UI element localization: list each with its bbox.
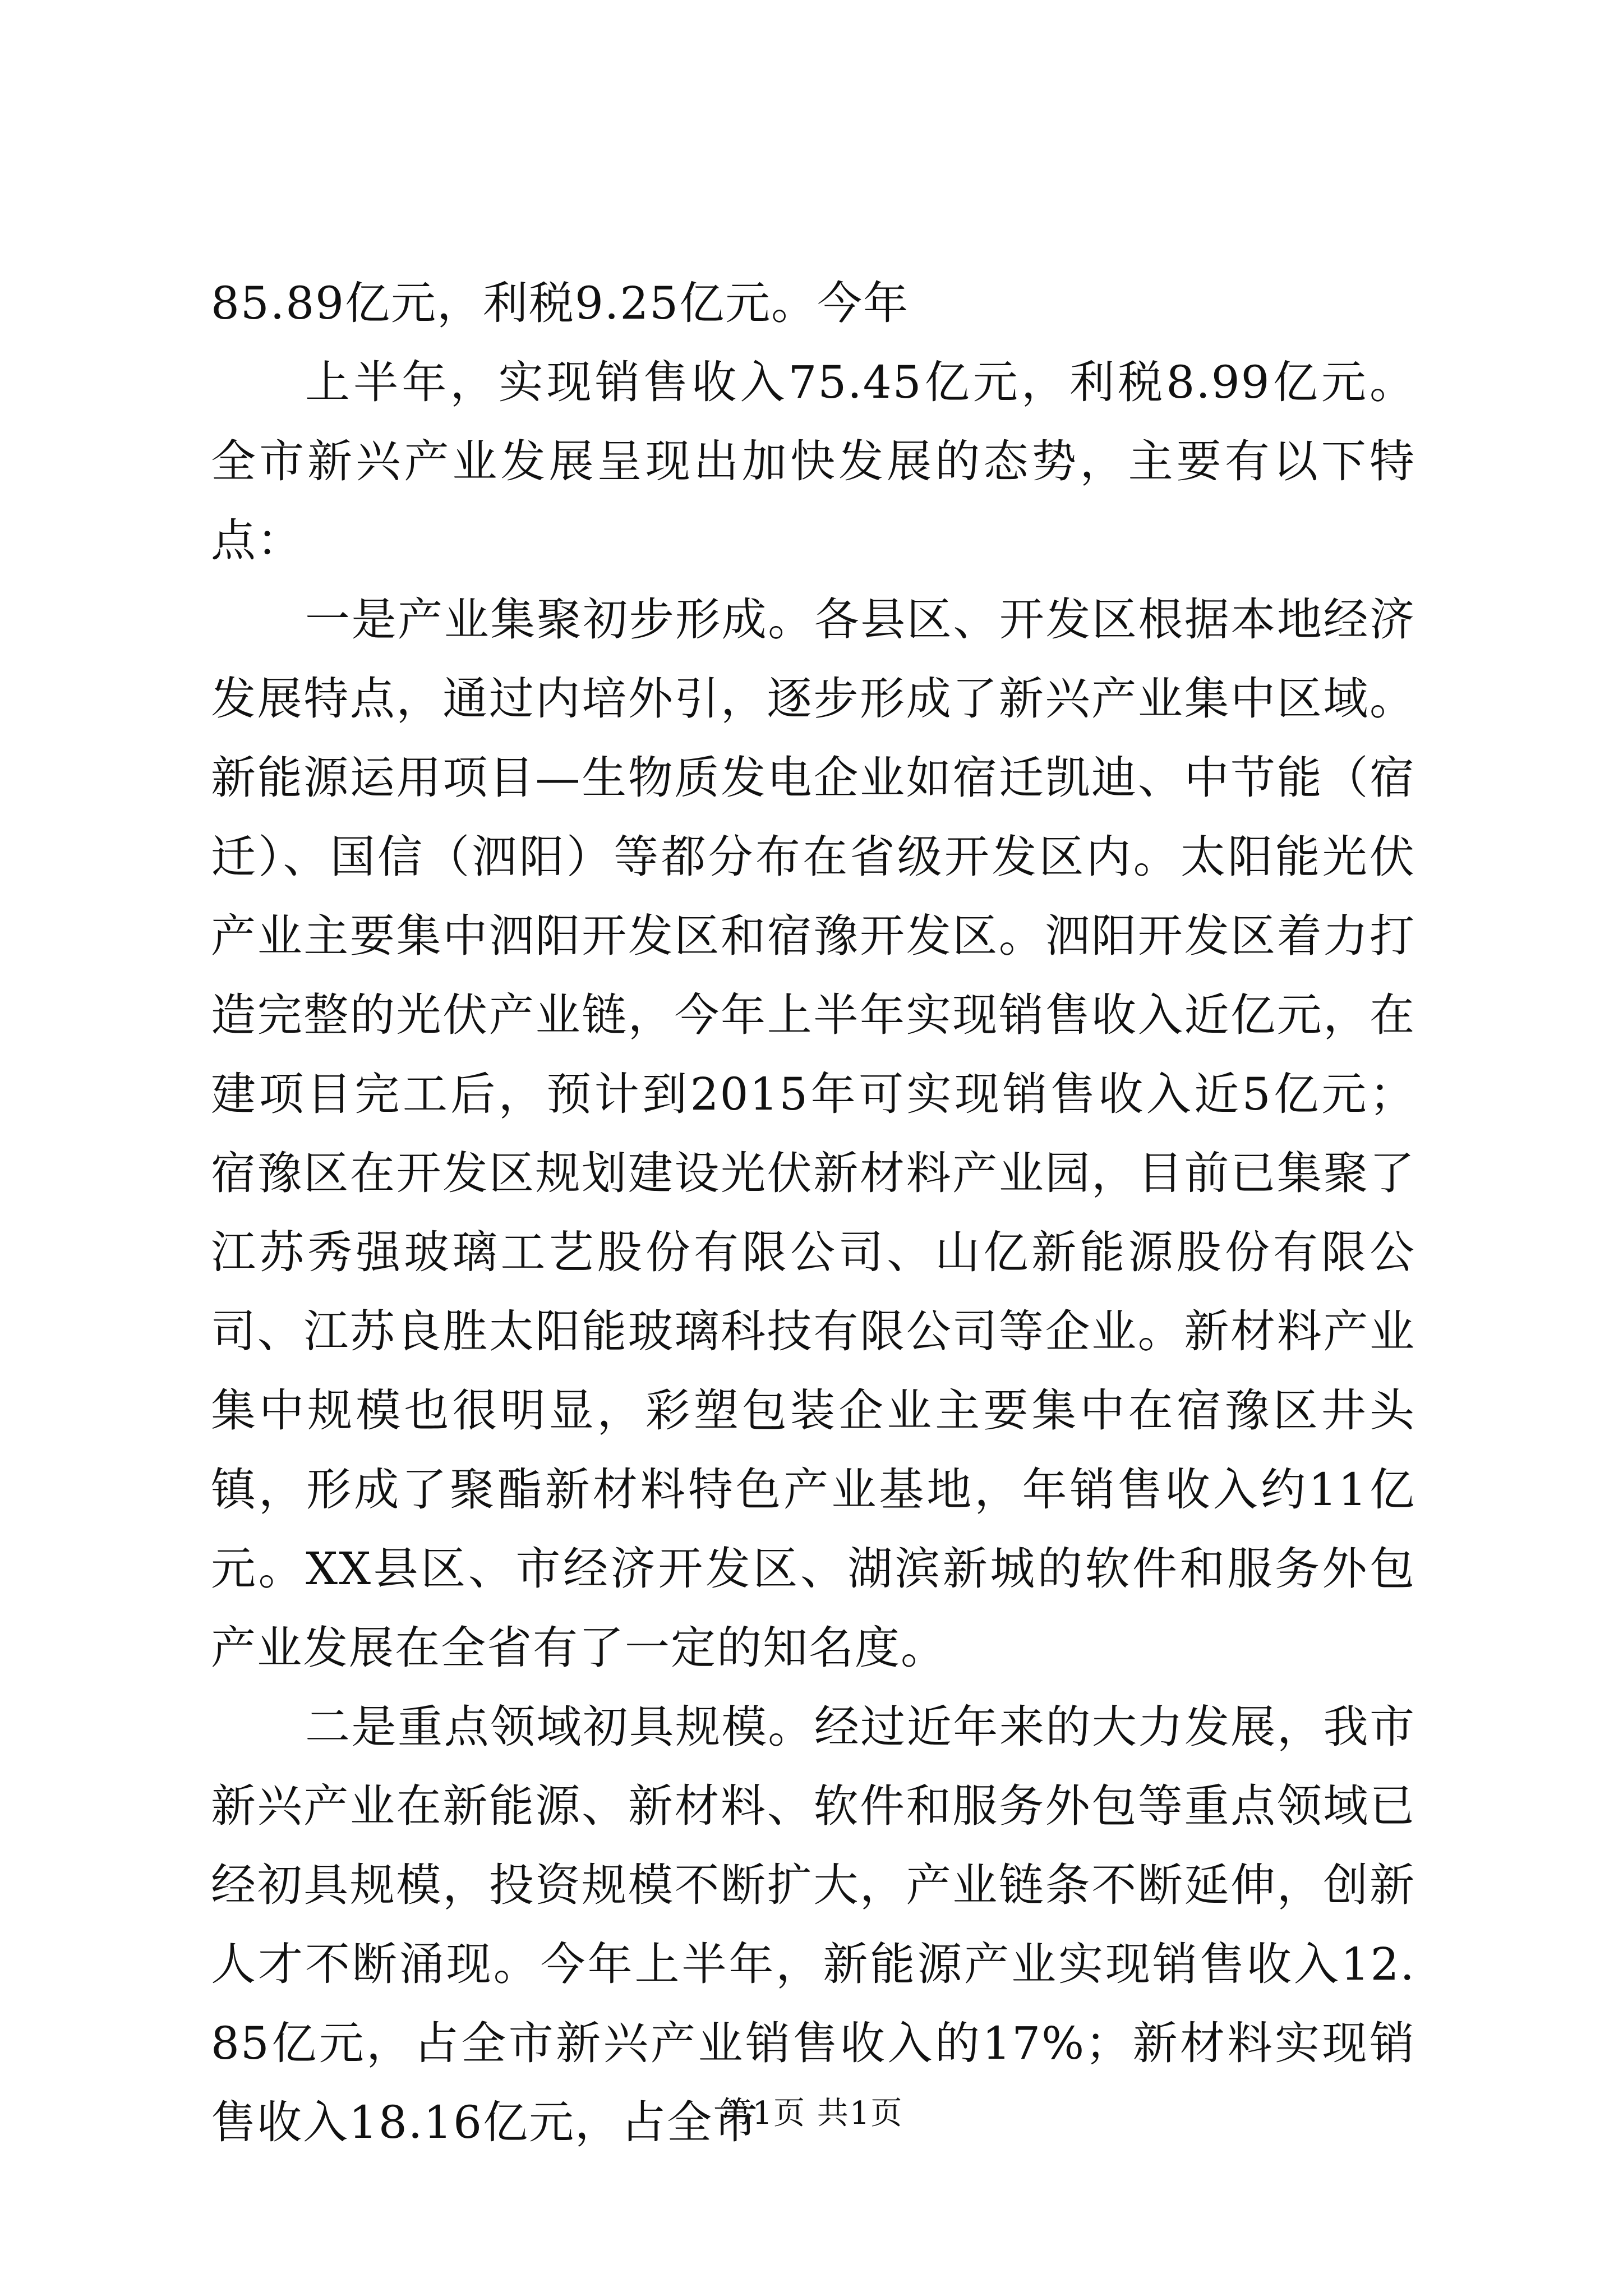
paragraph-continuation: 85.89亿元，利税9.25亿元。今年 [211, 277, 910, 329]
document-body [211, 264, 1415, 2162]
page-footer: 第1页 共1页 [720, 2095, 903, 2132]
paragraph-key-fields: 二是重点领域初具规模。经过近年来的大力发展，我市新兴产业在新能源、新材料、软件和服务外包等重点领域已经初具规模，投资规模不断扩大，产业链条不断延伸，创新人才不断涌现。今年上半年，新能源产业实现销售收入12.85亿元，占全市新兴产业销售收入的17%；新材料实现销售收入18.16亿元，占全市 [211, 1701, 1415, 2148]
paragraph-industry-clustering: 一是产业集聚初步形成。各县区、开发区根据本地经济发展特点，通过内培外引，逐步形成了新兴产业集中区域。新能源运用项目—生物质发电企业如宿迁凯迪、中节能（宿迁）、国信（泗阳）等都分布在省级开发区内。太阳能光伏产业主要集中泗阳开发区和宿豫开发区。泗阳开发区着力打造完整的光伏产业链，今年上半年实现销售收入近亿元，在建项目完工后，预计到2015年可实现销售收入近5亿元；宿豫区在开发区规划建设光伏新材料产业园，目前已集聚了江苏秀强玻璃工艺股份有限公司、山亿新能源股份有限公司、江苏良胜太阳能玻璃科技有限公司等企业。新材料产业集中规模也很明显，彩塑包装企业主要集中在宿豫区井头镇，形成了聚酯新材料特色产业基地，年销售收入约11亿元。XX县区、市经济开发区、湖滨新城的软件和服务外包产业发展在全省有了一定的知名度。 [211, 593, 1415, 1674]
paragraph-first-half-summary: 上半年，实现销售收入75.45亿元，利税8.99亿元。全市新兴产业发展呈现出加快发展的态势，主要有以下特点： [211, 356, 1415, 567]
